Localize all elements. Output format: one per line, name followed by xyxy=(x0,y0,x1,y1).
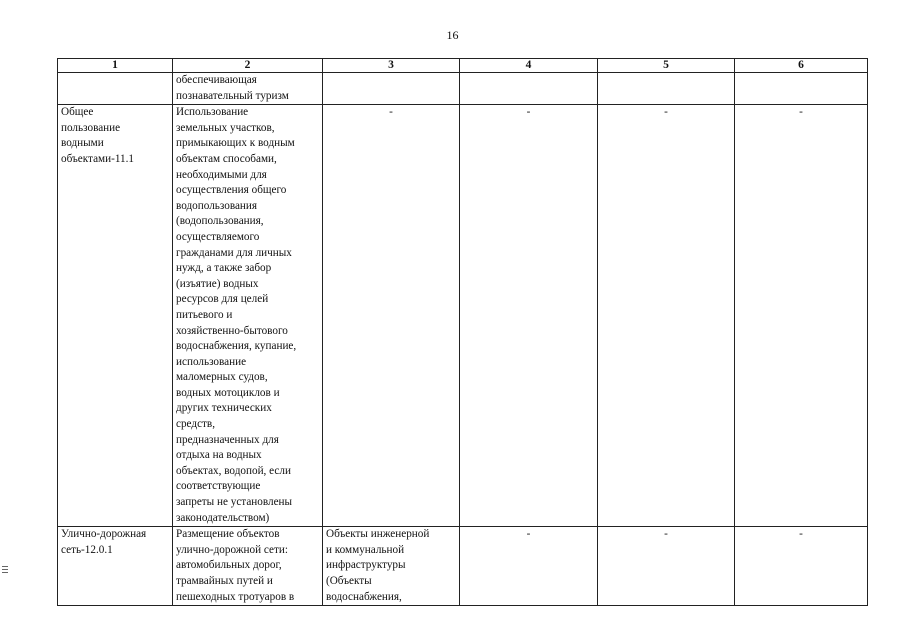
table-cell xyxy=(58,73,173,105)
table-cell xyxy=(460,73,598,105)
column-header-2: 2 xyxy=(173,59,323,73)
column-header-5: 5 xyxy=(598,59,735,73)
table-cell xyxy=(735,73,868,105)
table-cell xyxy=(735,527,868,606)
table-cell xyxy=(173,527,323,606)
cell-text: - xyxy=(389,106,393,119)
table-cell xyxy=(173,105,323,527)
table-cell xyxy=(323,73,460,105)
cell-text: - xyxy=(664,528,668,541)
cell-text: Улично-дорожная сеть-12.0.1 xyxy=(61,528,147,556)
margin-mark-icon xyxy=(2,565,8,574)
table-cell xyxy=(460,527,598,606)
table-cell xyxy=(323,105,460,527)
table-cell xyxy=(598,105,735,527)
table-cell xyxy=(598,73,735,105)
table-cell xyxy=(598,527,735,606)
table-cell xyxy=(323,527,460,606)
cell-text: - xyxy=(664,106,668,119)
column-header-3: 3 xyxy=(323,59,460,73)
table-cell xyxy=(460,105,598,527)
cell-text: Общее пользование водными объектами-11.1 xyxy=(61,106,134,165)
cell-text: Размещение объектов улично-дорожной сети: автомобильных дорог, трамвайных путей и пешеходных тротуаров в xyxy=(176,528,295,603)
table-row xyxy=(58,527,868,606)
cell-text: Объекты инженерной и коммунальной инфраструктуры (Объекты водоснабжения, xyxy=(326,528,430,603)
document-table xyxy=(57,58,868,606)
column-header-1: 1 xyxy=(58,59,173,73)
table-cell xyxy=(58,527,173,606)
table-header-row xyxy=(58,59,868,73)
cell-text: - xyxy=(799,528,803,541)
table-row xyxy=(58,73,868,105)
column-header-6: 6 xyxy=(735,59,868,73)
cell-text: - xyxy=(526,106,531,119)
column-header-4: 4 xyxy=(460,59,598,73)
table-cell xyxy=(58,105,173,527)
table-cell xyxy=(735,105,868,527)
table-cell xyxy=(173,73,323,105)
cell-text: - xyxy=(526,528,531,541)
cell-text: обеспечивающая познавательный туризм xyxy=(176,74,289,102)
page-number: 16 xyxy=(446,28,459,42)
table-row xyxy=(58,105,868,527)
cell-text: Использование земельных участков, примыкающих к водным объектам способами, необходимыми для осуществления общего водопользования (водопользования, осуществляемого гражданами для личных нужд, а также забор (изъятие) водных ресурсов для целей питьевого и хозяйственно-бытового водоснабжения, купание, использование маломерных судов, водных мотоциклов и других технических средств, предназначенных для отдыха на водных объектах, водопой, если соответствующие запреты не установлены законодательством) xyxy=(176,106,297,524)
cell-text: - xyxy=(799,106,803,119)
